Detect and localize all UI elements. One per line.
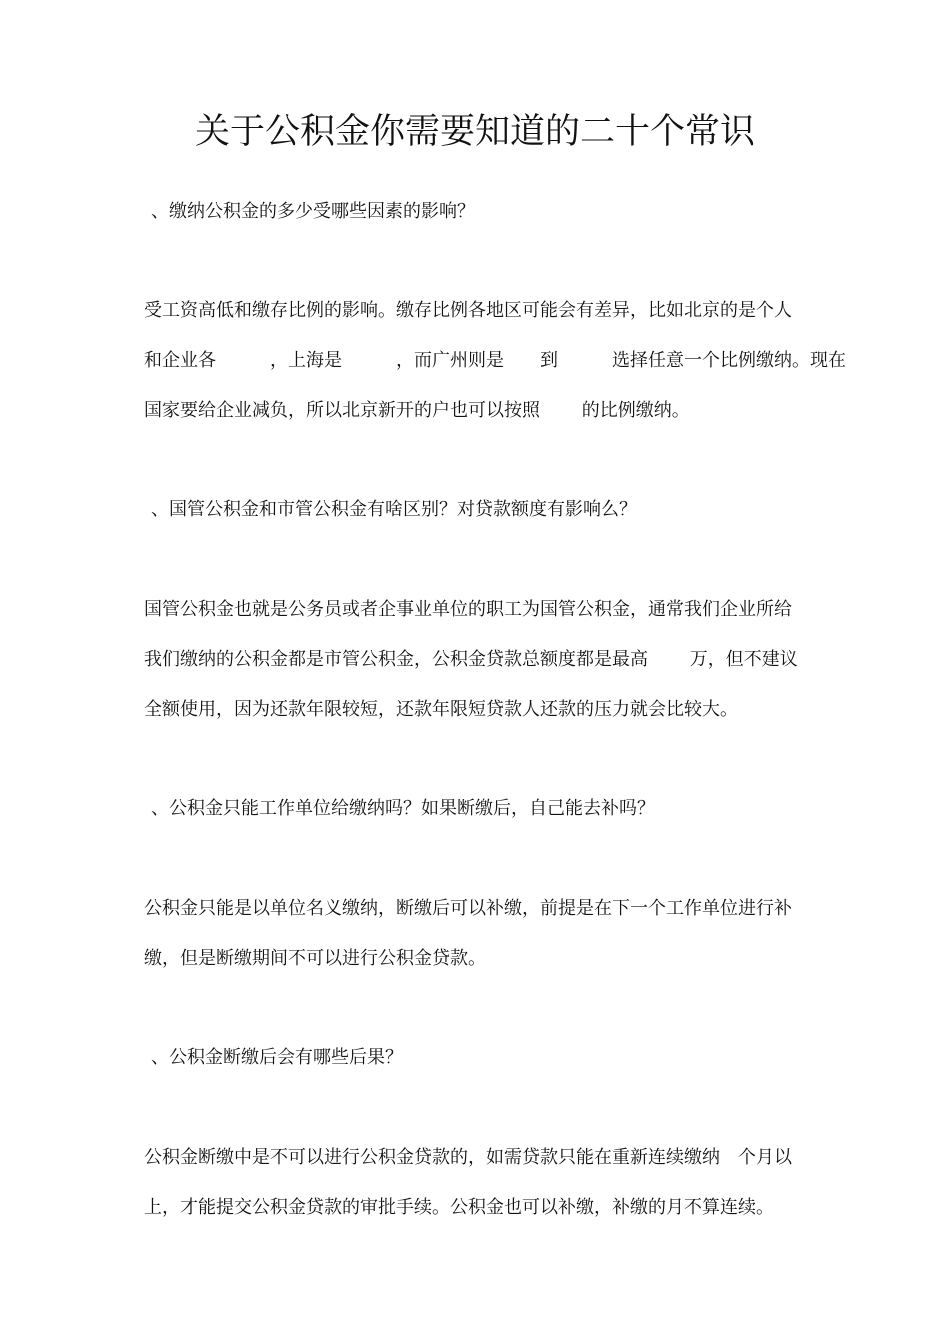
section-4-answer-line-2: 上，才能提交公积金贷款的审批手续。公积金也可以补缴，补缴的月不算连续。 [144,1197,774,1218]
section-4-question: 、公积金断缴后会有哪些后果？ [151,1047,403,1068]
section-1-answer-line-3: 国家要给企业减负，所以北京新开的户也可以按照 的比例缴纳。 [144,400,690,421]
section-3-question: 、公积金只能工作单位给缴纳吗？如果断缴后，自己能去补吗？ [151,798,655,819]
document-title: 关于公积金你需要知道的二十个常识 [194,112,755,152]
section-3-answer-line-2: 缴，但是断缴期间不可以进行公积金贷款。 [144,948,486,969]
section-2-answer-line-3: 全额使用，因为还款年限较短，还款年限短贷款人还款的压力就会比较大。 [144,699,738,720]
section-3-answer-line-1: 公积金只能是以单位名义缴纳，断缴后可以补缴，前提是在下一个工作单位进行补 [144,898,792,919]
section-1-answer-line-1: 受工资高低和缴存比例的影响。缴存比例各地区可能会有差异，比如北京的是个人 [144,300,792,321]
section-2-question: 、国管公积金和市管公积金有啥区别？对贷款额度有影响么？ [151,499,637,520]
section-2-answer-line-1: 国管公积金也就是公务员或者企事业单位的职工为国管公积金，通常我们企业所给 [144,599,792,620]
section-4-answer-line-1: 公积金断缴中是不可以进行公积金贷款的，如需贷款只能在重新连续缴纳 个月以 [144,1147,792,1168]
section-1-answer-line-2: 和企业各 ，上海是 ，而广州则是 到 选择任意一个比例缴纳。现在 [144,350,846,371]
section-2-answer-line-2: 我们缴纳的公积金都是市管公积金，公积金贷款总额度都是最高 万，但不建议 [144,649,798,670]
section-1-question: 、缴纳公积金的多少受哪些因素的影响？ [151,201,475,222]
